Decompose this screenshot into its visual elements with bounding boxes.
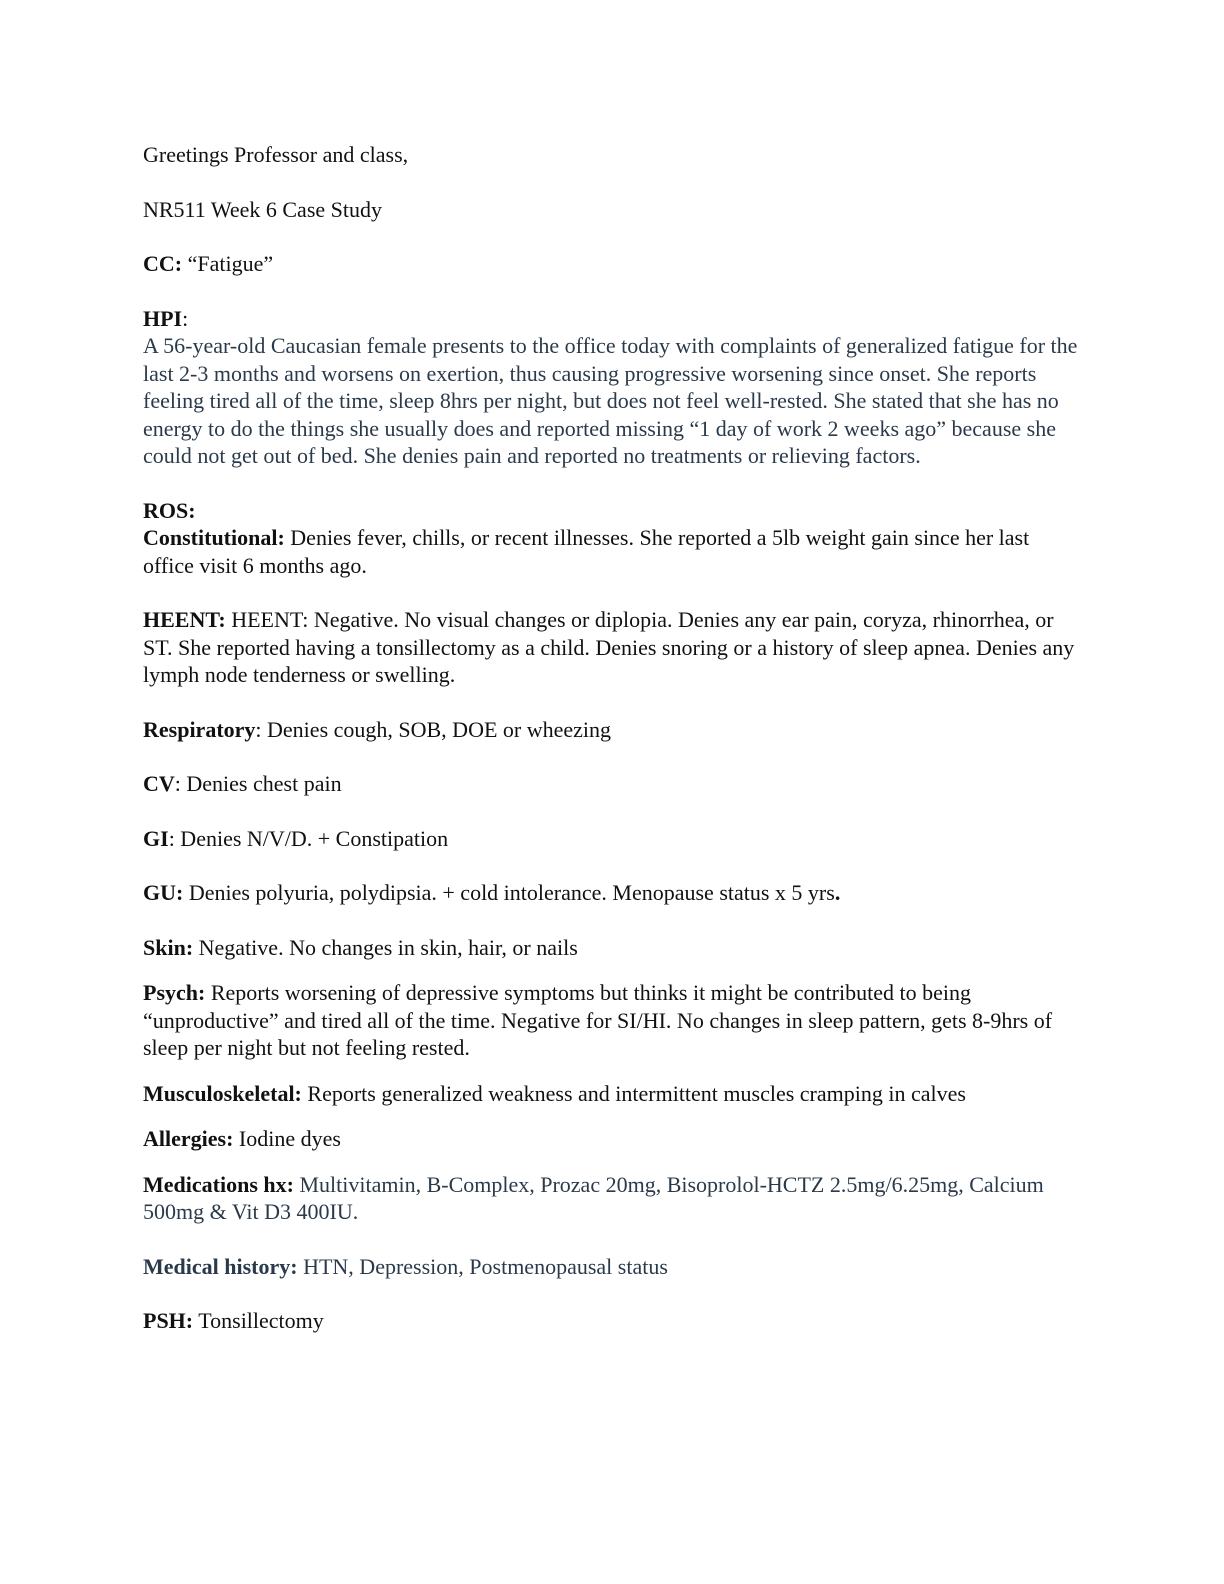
medical-history (143, 1253, 1078, 1281)
respiratory-text: : Denies cough, SOB, DOE or wheezing (255, 716, 612, 742)
ros-cv (143, 770, 1078, 798)
allergies-text: Iodine dyes (233, 1126, 341, 1151)
psh-label: PSH: (143, 1308, 194, 1333)
respiratory-label: Respiratory (143, 716, 256, 742)
heent-text: HEENT: Negative. No visual changes or diplopia. Denies any ear pain, coryza, rhinorrhea, or ST. She reported having a tonsillectomy as a child. Denies snoring or a history of sleep apnea. Denies any lymph node tenderness or swelling. (143, 607, 1075, 687)
cc-text: “Fatigue” (182, 251, 274, 276)
ros-heading-label: ROS: (143, 497, 196, 523)
medications (143, 1171, 1078, 1226)
ros-constitutional (143, 524, 1078, 579)
psh-text: Tonsillectomy (193, 1308, 324, 1333)
course-title: NR511 Week 6 Case Study (143, 196, 382, 222)
greeting: Greetings Professor and class, (143, 142, 409, 167)
gi-label: GI (143, 825, 169, 851)
allergies-label: Allergies: (143, 1126, 234, 1151)
ros-musculoskeletal (143, 1080, 1078, 1108)
hpi-text: A 56-year-old Caucasian female presents to the office today with complaints of generalized fatigue for the last 2-3 months and worsens on exertion, thus causing progressive worsening since onset. She reports feeling tired all of the time, sleep 8hrs per night, but does not feel well-rested. She stated that she has no energy to do the things she usually does and reported missing “1 day of work 2 weeks ago” because she could not get out of bed. She denies pain and reported no treatments or relieving factors. (143, 333, 1078, 468)
medical-history-label: Medical history: (143, 1253, 298, 1279)
skin-label: Skin: (143, 934, 194, 960)
gi-text: : Denies N/V/D. + Constipation (168, 825, 449, 851)
constitutional-label: Constitutional: (143, 525, 285, 550)
medications-label: Medications hx: (143, 1171, 294, 1197)
gu-label: GU: (143, 880, 184, 905)
ros-heent (143, 606, 1078, 689)
cv-label: CV (143, 771, 175, 796)
cv-text: : Denies chest pain (174, 771, 342, 796)
skin-text: Negative. No changes in skin, hair, or nails (193, 934, 578, 960)
hpi-colon: : (182, 305, 189, 331)
document-page (143, 141, 1078, 1335)
psych-label: Psych: (143, 980, 206, 1005)
medical-history-text: HTN, Depression, Postmenopausal status (297, 1253, 668, 1279)
ros-respiratory (143, 716, 1078, 744)
ros-gu (143, 879, 1078, 907)
ros-skin (143, 934, 1078, 962)
musculoskeletal-label: Musculoskeletal: (143, 1080, 302, 1106)
allergies (143, 1125, 1078, 1153)
heent-label: HEENT: (143, 607, 226, 632)
musculoskeletal-text: Reports generalized weakness and intermittent muscles cramping in calves (301, 1080, 966, 1106)
hpi-heading (143, 305, 1078, 333)
constitutional-text: Denies fever, chills, or recent illnesses. She reported a 5lb weight gain since her last office visit 6 months ago. (143, 525, 1030, 578)
gu-end: . (834, 880, 841, 905)
hpi-label: HPI (143, 305, 183, 331)
gu-text: Denies polyuria, polydipsia. + cold intolerance. Menopause status x 5 yrs (183, 880, 835, 905)
psych-text: Reports worsening of depressive symptoms but thinks it might be contributed to being “unproductive” and tired all of the time. Negative for SI/HI. No changes in sleep pattern, gets 8-9hrs of sleep per night but not feeling rested. (143, 980, 1053, 1060)
psh (143, 1307, 1078, 1335)
cc-label: CC: (143, 251, 183, 276)
ros-gi (143, 825, 1078, 853)
medications-text: Multivitamin, B-Complex, Prozac 20mg, Bisoprolol-HCTZ 2.5mg/6.25mg, Calcium 500mg & Vit D3 400IU. (143, 1171, 1044, 1224)
chief-complaint (143, 250, 1078, 278)
ros-heading (143, 497, 1078, 525)
ros-psych (143, 979, 1078, 1062)
